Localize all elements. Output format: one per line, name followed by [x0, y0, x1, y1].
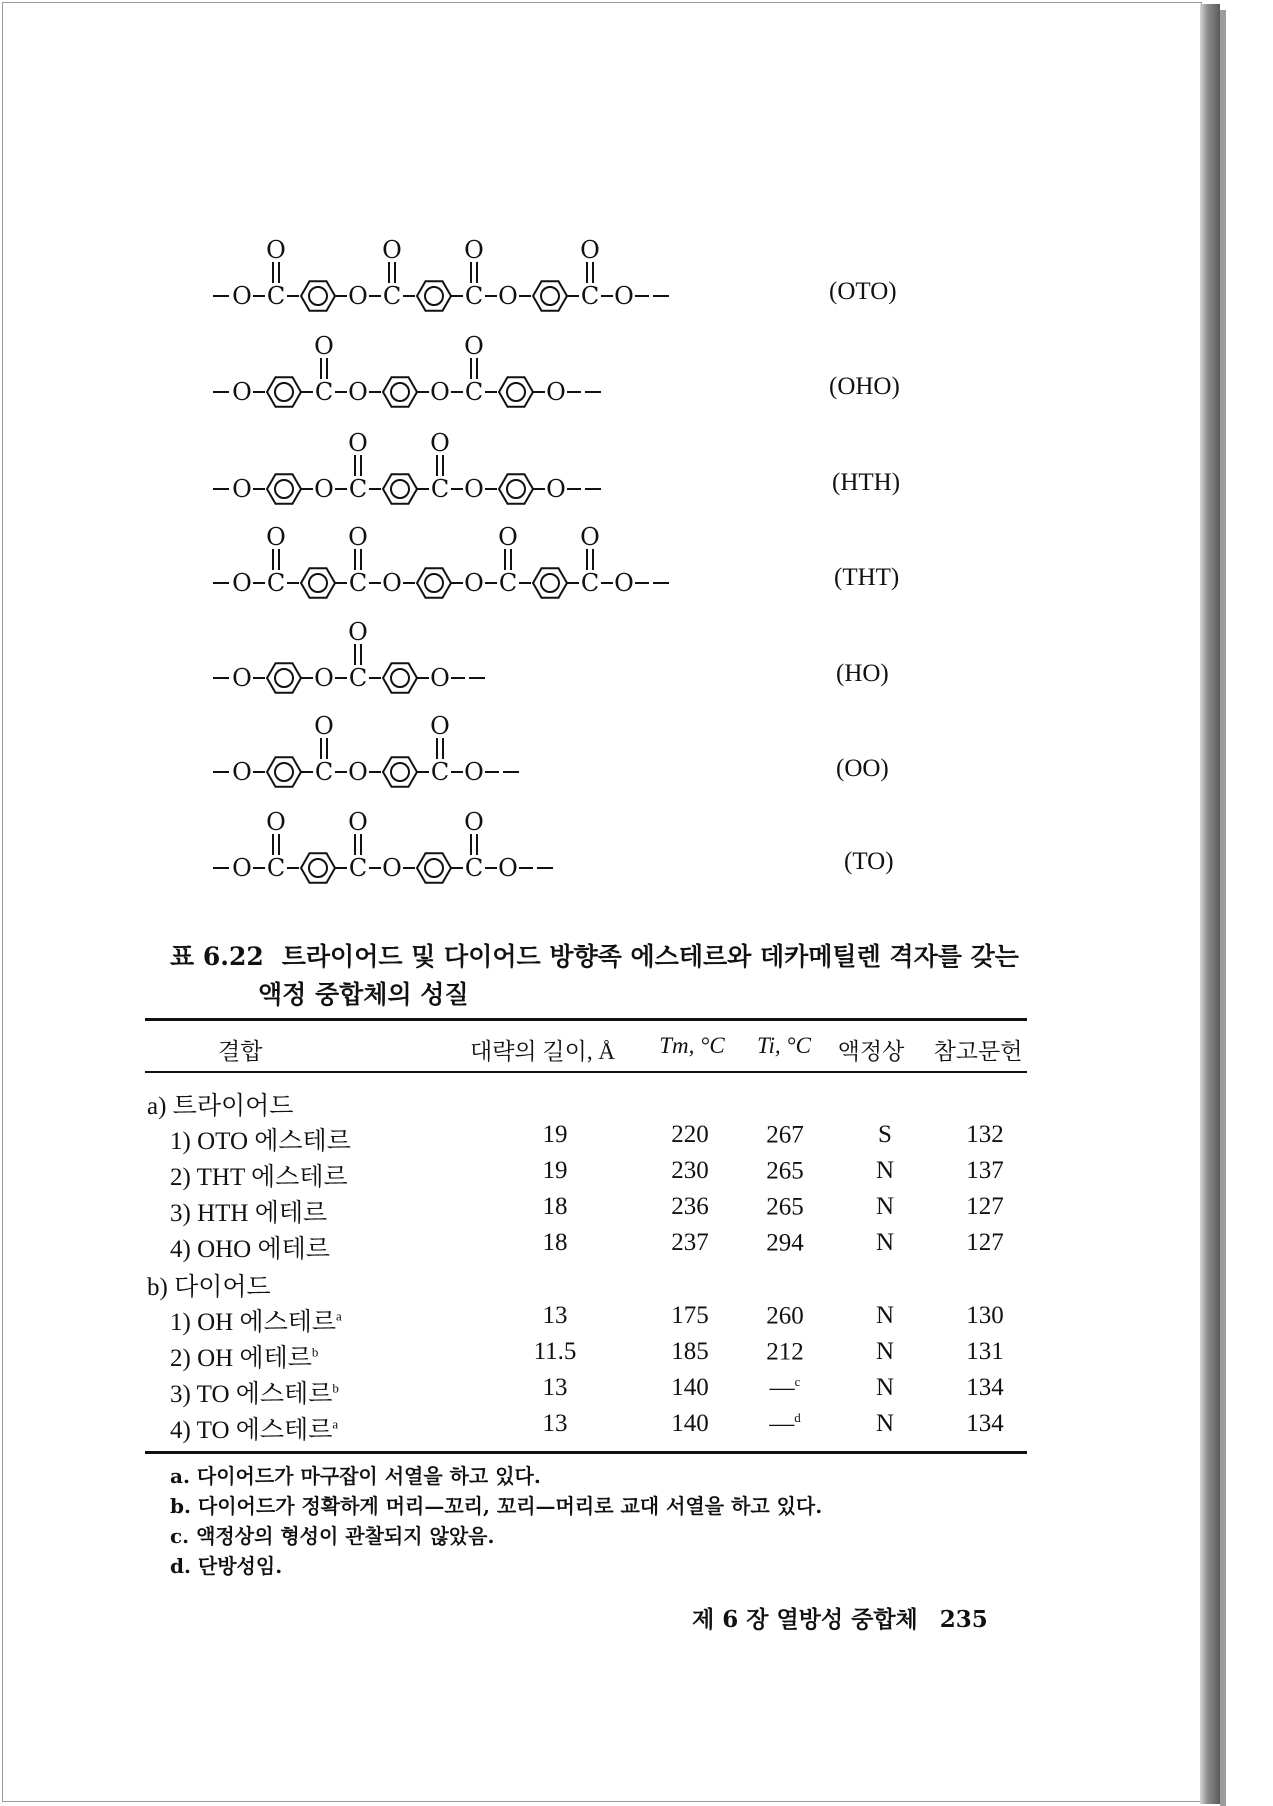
benzene-ring	[533, 568, 567, 597]
oxygen-atom: O	[546, 378, 566, 406]
oxygen-atom: O	[232, 475, 252, 503]
row-reference: 132	[966, 1121, 1004, 1148]
page-edge	[1200, 4, 1220, 1804]
label-oo: (OO)	[836, 755, 889, 782]
carbonyl-oxygen: O	[348, 808, 368, 836]
structure-oo	[205, 714, 745, 794]
oxygen-atom: O	[348, 282, 368, 310]
benzene-ring	[267, 663, 301, 692]
chapter-title: 제 6 장 열방성 중합체	[692, 1606, 918, 1633]
carbon-atom: C	[464, 378, 484, 406]
oxygen-atom: O	[546, 475, 566, 503]
group-diad: b) 다이어드	[147, 1274, 271, 1301]
benzene-ring	[417, 853, 451, 882]
row-bond-footnote-mark: a	[336, 1308, 342, 1324]
carbon-atom: C	[464, 854, 484, 882]
row-tm: 220	[671, 1121, 709, 1148]
oxygen-atom: O	[348, 758, 368, 786]
row-reference: 134	[966, 1410, 1004, 1437]
carbon-atom: C	[382, 282, 402, 310]
label-oho: (OHO)	[829, 373, 900, 400]
carbon-atom: C	[348, 475, 368, 503]
carbonyl-oxygen: O	[430, 712, 450, 740]
row-reference: 127	[966, 1193, 1004, 1220]
carbonyl-oxygen: O	[314, 712, 334, 740]
oxygen-atom: O	[232, 664, 252, 692]
row-length: 13	[542, 1374, 568, 1401]
row-ti-value: 294	[766, 1229, 804, 1257]
row-reference: 131	[966, 1338, 1004, 1365]
label-oto: (OTO)	[829, 278, 897, 305]
row-tm: 140	[671, 1410, 709, 1437]
row-bond-name: 3) HTH 에테르	[170, 1200, 328, 1227]
benzene-ring	[267, 377, 301, 406]
oxygen-atom: O	[232, 569, 252, 597]
row-length: 11.5	[533, 1338, 577, 1365]
oxygen-atom: O	[498, 282, 518, 310]
row-length: 13	[542, 1410, 568, 1437]
carbon-atom: C	[430, 475, 450, 503]
row-bond	[170, 1121, 351, 1157]
row-reference: 130	[966, 1302, 1004, 1329]
footnote-a: a. 다이어드가 마구잡이 서열을 하고 있다.	[170, 1464, 541, 1488]
header-reference: 참고문헌	[933, 1039, 1023, 1064]
oxygen-atom: O	[498, 854, 518, 882]
carbonyl-oxygen: O	[580, 236, 600, 264]
row-reference: 134	[966, 1374, 1004, 1401]
carbonyl-oxygen: O	[266, 808, 286, 836]
oxygen-atom: O	[348, 378, 368, 406]
oxygen-atom: O	[232, 282, 252, 310]
oxygen-atom: O	[382, 569, 402, 597]
structure-oho	[205, 334, 745, 414]
structure-to	[205, 810, 745, 890]
row-bond-name: 2) THT 에스테르	[170, 1164, 348, 1191]
row-tm: 140	[671, 1374, 709, 1401]
row-phase: N	[875, 1374, 895, 1401]
benzene-ring	[383, 377, 417, 406]
oxygen-atom: O	[314, 664, 334, 692]
row-length: 18	[542, 1229, 568, 1256]
header-tm: Tm, °C	[659, 1033, 725, 1058]
carbonyl-oxygen: O	[348, 618, 368, 646]
row-tm: 237	[671, 1229, 709, 1256]
caption-line2: 액정 중합체의 성질	[258, 980, 469, 1009]
page-footer	[692, 1601, 988, 1634]
row-ti-value: —	[769, 1374, 795, 1402]
row-reference: 127	[966, 1229, 1004, 1256]
table-number: 표 6.22	[170, 942, 264, 971]
oxygen-atom: O	[614, 282, 634, 310]
footnote-c: c. 액정상의 형성이 관찰되지 않았음.	[170, 1524, 495, 1548]
row-bond-name: 3) TO 에스테르	[170, 1381, 333, 1408]
benzene-ring	[301, 281, 335, 310]
carbon-atom: C	[348, 569, 368, 597]
benzene-ring	[383, 663, 417, 692]
benzene-ring	[267, 757, 301, 786]
row-bond	[170, 1229, 330, 1265]
label-ho: (HO)	[836, 660, 889, 687]
row-bond-name: 1) OH 에스테르	[170, 1309, 337, 1336]
carbonyl-oxygen: O	[464, 236, 484, 264]
label-tht: (THT)	[834, 564, 900, 591]
oxygen-atom: O	[464, 475, 484, 503]
table-bottom-rule	[145, 1451, 1027, 1454]
row-ti-footnote-mark: c	[794, 1374, 801, 1389]
page-edge-shadow	[1220, 10, 1226, 1806]
row-phase: N	[875, 1157, 895, 1184]
carbon-atom: C	[430, 758, 450, 786]
row-ti-value: 260	[766, 1302, 804, 1330]
row-bond-footnote-mark: b	[311, 1344, 319, 1360]
row-phase: S	[878, 1121, 892, 1148]
row-bond-name: 1) OTO 에스테르	[170, 1128, 351, 1155]
row-bond	[170, 1302, 342, 1338]
row-length: 19	[542, 1157, 568, 1184]
carbonyl-oxygen: O	[266, 236, 286, 264]
row-bond-name: 2) OH 에테르	[170, 1345, 312, 1372]
row-phase: N	[875, 1229, 895, 1256]
oxygen-atom: O	[314, 475, 334, 503]
benzene-ring	[267, 474, 301, 503]
carbonyl-oxygen: O	[464, 808, 484, 836]
structure-hth	[205, 431, 745, 511]
carbonyl-oxygen: O	[580, 523, 600, 551]
oxygen-atom: O	[430, 664, 450, 692]
carbon-atom: C	[580, 569, 600, 597]
row-bond	[170, 1410, 338, 1446]
carbonyl-oxygen: O	[464, 332, 484, 360]
row-tm: 175	[671, 1302, 709, 1329]
carbon-atom: C	[266, 854, 286, 882]
row-bond-footnote-mark: a	[332, 1416, 339, 1432]
oxygen-atom: O	[232, 378, 252, 406]
row-phase: N	[875, 1302, 895, 1329]
page-number: 235	[939, 1606, 988, 1633]
row-tm: 185	[671, 1338, 709, 1365]
carbonyl-oxygen: O	[348, 523, 368, 551]
table-caption	[170, 938, 1040, 1014]
row-ti-value: —	[769, 1410, 795, 1438]
carbon-atom: C	[266, 569, 286, 597]
carbon-atom: C	[580, 282, 600, 310]
row-bond-footnote-mark: b	[332, 1380, 339, 1396]
carbonyl-oxygen: O	[498, 523, 518, 551]
header-phase: 액정상	[837, 1039, 905, 1064]
carbon-atom: C	[266, 282, 286, 310]
carbon-atom: C	[498, 569, 518, 597]
structure-oto	[205, 238, 745, 318]
label-hth: (HTH)	[832, 469, 901, 496]
benzene-ring	[301, 568, 335, 597]
row-ti-value: 265	[766, 1157, 804, 1185]
carbonyl-oxygen: O	[430, 429, 450, 457]
oxygen-atom: O	[430, 378, 450, 406]
benzene-ring	[533, 281, 567, 310]
benzene-ring	[383, 757, 417, 786]
oxygen-atom: O	[232, 854, 252, 882]
carbon-atom: C	[348, 854, 368, 882]
oxygen-atom: O	[232, 758, 252, 786]
row-length: 13	[542, 1302, 568, 1329]
group-triad: a) 트라이어드	[147, 1093, 294, 1120]
row-bond	[170, 1193, 327, 1229]
oxygen-atom: O	[614, 569, 634, 597]
row-ti-value: 265	[766, 1193, 804, 1221]
row-length: 19	[542, 1121, 568, 1148]
benzene-ring	[499, 474, 533, 503]
row-reference: 137	[966, 1157, 1004, 1184]
benzene-ring	[499, 377, 533, 406]
carbon-atom: C	[348, 664, 368, 692]
benzene-ring	[417, 568, 451, 597]
carbon-atom: C	[464, 282, 484, 310]
footnote-d: d. 단방성임.	[170, 1554, 283, 1578]
header-bond: 결합	[218, 1039, 263, 1064]
label-to: (TO)	[844, 848, 894, 875]
row-bond-name: 4) OHO 에테르	[170, 1236, 330, 1263]
oxygen-atom: O	[382, 854, 402, 882]
carbon-atom: C	[314, 378, 334, 406]
carbonyl-oxygen: O	[314, 332, 334, 360]
row-bond	[170, 1338, 318, 1374]
row-ti-value: 212	[766, 1338, 804, 1366]
row-ti-value: 267	[766, 1121, 804, 1149]
row-bond-name: 4) TO 에스테르	[170, 1417, 333, 1444]
structure-tht	[205, 525, 745, 605]
benzene-ring	[383, 474, 417, 503]
row-tm: 230	[671, 1157, 709, 1184]
carbonyl-oxygen: O	[266, 523, 286, 551]
carbonyl-oxygen: O	[382, 236, 402, 264]
carbonyl-oxygen: O	[348, 429, 368, 457]
row-bond	[170, 1157, 348, 1193]
row-ti-footnote-mark: d	[794, 1410, 801, 1425]
row-length: 18	[542, 1193, 568, 1220]
benzene-ring	[301, 853, 335, 882]
caption-line1: 트라이어드 및 다이어드 방향족 에스테르와 데카메틸렌 격자를 갖는	[281, 942, 1019, 971]
oxygen-atom: O	[464, 569, 484, 597]
header-ti: Ti, °C	[757, 1033, 811, 1058]
carbon-atom: C	[314, 758, 334, 786]
benzene-ring	[417, 281, 451, 310]
table-header-rule	[145, 1071, 1027, 1073]
table-top-rule	[145, 1018, 1027, 1021]
row-bond	[170, 1374, 339, 1410]
structure-ho	[205, 620, 745, 700]
row-phase: N	[875, 1338, 895, 1365]
row-tm: 236	[671, 1193, 709, 1220]
footnote-b: b. 다이어드가 정확하게 머리—꼬리, 꼬리—머리로 교대 서열을 하고 있다.	[170, 1494, 823, 1518]
oxygen-atom: O	[464, 758, 484, 786]
header-length: 대략의 길이, Å	[470, 1039, 615, 1064]
row-phase: N	[875, 1410, 895, 1437]
row-phase: N	[875, 1193, 895, 1220]
